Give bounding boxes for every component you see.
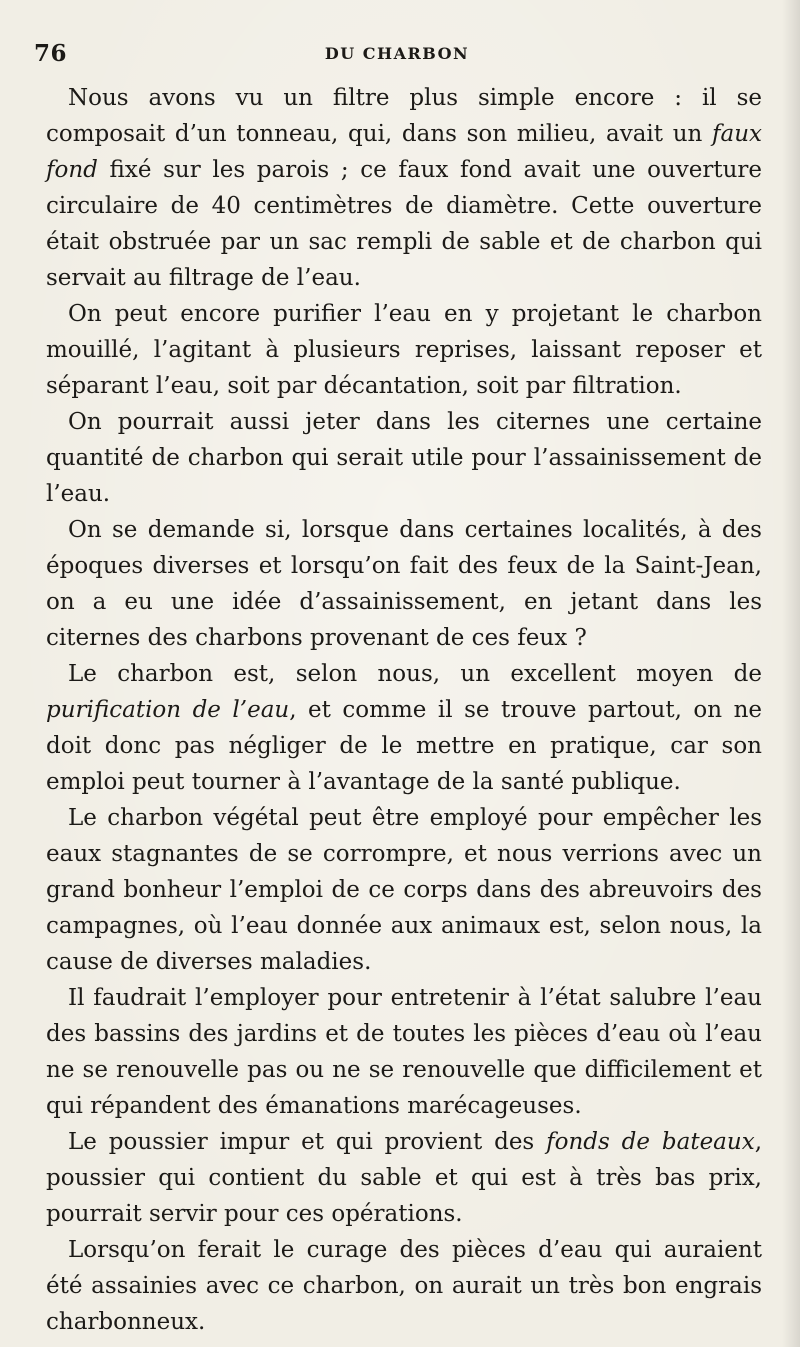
text-segment: fixé sur les parois ; ce faux fond avait une ouverture circulaire de 40 centimètres de diamètre. Cette ouverture était obstruée par un sac rempli de sable et de charbon qui servait au filtrage de l’eau. [46,157,762,291]
text-segment: Le charbon végétal peut être employé pour empêcher les eaux stagnantes de se corrompre, et nous verrions avec un grand bonheur l’emploi de ce corps dans des abreuvoirs des campagnes, où l’eau donnée aux animaux est, selon nous, la cause de diverses maladies. [46,805,762,975]
text-segment: On peut encore purifier l’eau en y projetant le charbon mouillé, l’agitant à plusieurs reprises, laissant reposer et séparant l’eau, soit par décantation, soit par filtration. [46,301,762,399]
text-segment: Le poussier impur et qui provient des [68,1129,547,1155]
text-segment: , poussier qui contient du sable et qui est à très bas prix, pourrait servir pour ces opérations. [46,1129,762,1227]
text-segment: On pourrait aussi jeter dans les citernes une certaine quantité de charbon qui serait utile pour l’assainissement de l’eau. [46,409,762,507]
paragraph [46,1232,762,1340]
page-number: 76 [34,40,68,67]
text-segment: On se demande si, lorsque dans certaines localités, à des époques diverses et lorsqu’on fait des feux de la Saint-Jean, on a eu une idée d’assainissement, en jetant dans les citernes des charbons provenant de ces feux ? [46,517,762,651]
running-title: DU CHARBON [324,44,470,63]
text-segment: Le charbon est, selon nous, un excellent moyen de [68,661,762,687]
text-segment: , et comme il se trouve partout, on ne doit donc pas négliger de le mettre en pratique, car son emploi peut tourner à l’avantage de la santé publique. [46,697,762,795]
text-segment: Il faudrait l’employer pour entretenir à l’état salubre l’eau des bassins des jardins et de toutes les pièces d’eau où l’eau ne se renouvelle pas ou ne se renouvelle que difficilement et qui répandent des émanations marécageuses. [46,985,762,1119]
italic-text: purification de l’eau [46,697,290,723]
paragraph [46,512,762,656]
paragraph [46,296,762,404]
text-segment: Lorsqu’on ferait le curage des pièces d’eau qui auraient été assainies avec ce charbon, on aurait un très bon engrais charbonneux. [46,1237,762,1335]
paragraph [46,1124,762,1232]
paragraph [46,800,762,980]
paragraph [46,80,762,296]
italic-text: faux fond [46,121,762,183]
paragraph [46,980,762,1124]
page-header [34,40,760,66]
text-segment: Nous avons vu un filtre plus simple encore : il se composait d’un tonneau, qui, dans son milieu, avait un [46,85,762,147]
paragraph [46,404,762,512]
italic-text: fonds de bateaux [546,1129,755,1155]
paragraph [46,656,762,800]
body-text [46,80,762,1340]
